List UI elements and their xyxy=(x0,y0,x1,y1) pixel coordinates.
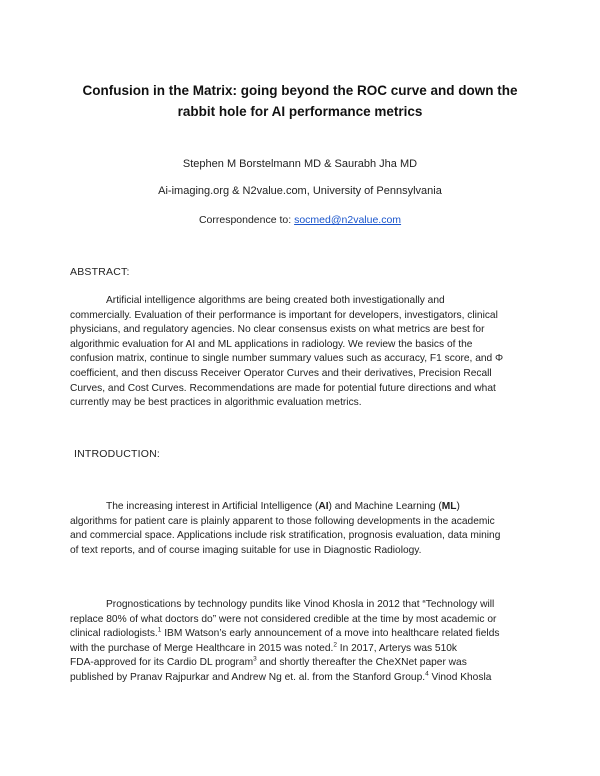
abstract-heading: ABSTRACT: xyxy=(70,266,130,278)
intro-text: FDA-approved for its Cardio DL program xyxy=(70,657,254,669)
abstract-line: Curves, and Cost Curves. Recommendations are made for potential future directions and what xyxy=(70,382,496,394)
correspondence-email-link[interactable]: socmed@n2value.com xyxy=(294,214,402,226)
intro-text: Vinod Khosla xyxy=(428,671,492,683)
intro-text: In 2017, Arterys was 510k xyxy=(336,642,458,654)
intro-text: IBM Watson’s early announcement of a move into healthcare related fields xyxy=(161,628,500,640)
footnote-ref-3[interactable]: 3 xyxy=(253,655,257,663)
abstract-line: commercially. Evaluation of their performance is important for developers, investigators, clinical xyxy=(70,309,498,321)
intro-line: of text reports, and of course imaging suitable for use in Diagnostic Radiology. xyxy=(70,544,422,556)
ai-abbrev: AI xyxy=(318,501,329,512)
title-line-2: rabbit hole for AI performance metrics xyxy=(177,104,423,119)
abstract-paragraph xyxy=(70,294,532,411)
intro-text: ) and Machine Learning ( xyxy=(328,501,442,512)
intro-paragraph-2 xyxy=(70,598,532,686)
intro-text: published by Pranav Rajpurkar and Andrew Ng et. al. from the Stanford Group. xyxy=(70,671,426,683)
footnote-ref-1[interactable]: 1 xyxy=(157,626,162,634)
intro-text: and shortly thereafter the CheXNet paper was xyxy=(256,657,467,669)
intro-line xyxy=(70,671,532,686)
intro-line xyxy=(70,627,532,642)
intro-text: ) xyxy=(456,501,460,512)
intro-line: algorithms for patient care is plainly apparent to those following developments in the academic xyxy=(70,515,495,527)
paper-title xyxy=(60,80,540,122)
abstract-line: currently may be best practices in algorithmic evaluation metrics. xyxy=(70,397,362,409)
ml-abbrev: ML xyxy=(441,501,457,512)
intro-line xyxy=(70,656,532,671)
intro-text: with the purchase of Merge Healthcare in 2015 was noted. xyxy=(70,642,334,654)
intro-line xyxy=(70,642,532,657)
footnote-ref-2[interactable]: 2 xyxy=(333,641,337,649)
correspondence-label: Correspondence to: xyxy=(198,214,292,226)
abstract-line: coefficient, and then discuss Receiver Operator Curves and their derivatives, Precision Recall xyxy=(70,367,492,379)
abstract-line: confusion matrix, continue to single number summary values such as accuracy, F1 score, and Φ xyxy=(70,353,504,365)
intro-line: Prognostications by technology pundits like Vinod Khosla in 2012 that “Technology will xyxy=(106,599,495,610)
abstract-line: physicians, and regulatory agencies. No clear consensus exists on what metrics are best for xyxy=(70,324,485,336)
intro-text: The increasing interest in Artificial Intelligence ( xyxy=(106,501,319,512)
affiliation: Ai-imaging.org & N2value.com, University of Pennsylvania xyxy=(158,185,442,197)
author-names: Stephen M Borstelmann MD & Saurabh Jha MD xyxy=(182,158,418,170)
title-line-1: Confusion in the Matrix: going beyond the ROC curve and down the xyxy=(82,83,518,98)
intro-line: and commercial space. Applications include risk stratification, prognosis evaluation, data mining xyxy=(70,530,501,542)
correspondence xyxy=(60,214,540,226)
intro-line: replace 80% of what doctors do” were not considered credible at the time by most academic or xyxy=(70,613,497,625)
abstract-line: algorithmic evaluation for AI and ML applications in radiology. We review the basics of the xyxy=(70,338,473,350)
intro-line xyxy=(70,500,532,515)
introduction-heading: INTRODUCTION: xyxy=(74,448,161,460)
intro-text: clinical radiologists. xyxy=(70,628,158,640)
footnote-ref-4[interactable]: 4 xyxy=(425,670,429,678)
abstract-line: Artificial intelligence algorithms are being created both investigationally and xyxy=(106,295,445,306)
intro-paragraph-1 xyxy=(70,500,532,558)
